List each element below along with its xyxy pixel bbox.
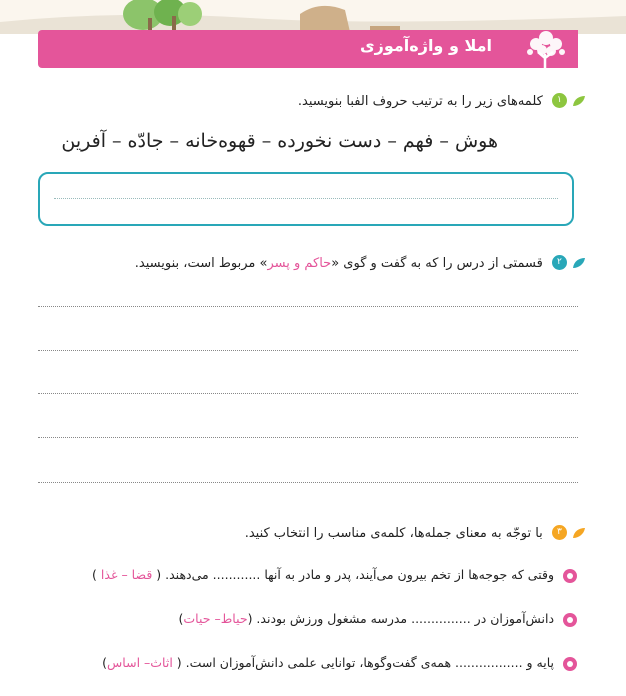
writing-line[interactable] (38, 437, 578, 438)
sentence-item (179, 611, 578, 628)
tree-icon (516, 28, 576, 70)
sentence-text: دانش‌آموزان در ............... مدرسه مشغول ورزش بودند. ( (247, 611, 555, 626)
sentence-item (102, 655, 578, 672)
sentence-item (92, 567, 578, 584)
leaf-icon (572, 95, 586, 107)
writing-line[interactable] (38, 306, 578, 307)
question-3 (245, 522, 586, 541)
writing-line[interactable] (38, 393, 578, 394)
question-prompt-part: » مربوط است، بنویسید. (134, 256, 268, 271)
sentence-options[interactable]: حیاط– حیات (183, 611, 248, 626)
leaf-icon (572, 527, 586, 539)
flower-bullet-icon (562, 568, 578, 584)
answer-box[interactable] (38, 172, 574, 226)
sentence-close: ) (92, 567, 97, 582)
flower-bullet-icon (562, 612, 578, 628)
writing-line[interactable] (38, 350, 578, 351)
question-number: ۲ (552, 255, 567, 270)
sentence-options[interactable]: قضا – غذا (96, 567, 157, 582)
flower-bullet-icon (562, 656, 578, 672)
question-1 (298, 90, 586, 109)
question-2 (135, 252, 586, 271)
sentence-close: ) (102, 655, 108, 670)
word-list: هوش – فهم – دست نخورده – قهوه‌خانه – جادّه – آفرین (61, 130, 498, 152)
sentence-options[interactable]: اثاث– اساس (107, 655, 177, 670)
question-prompt: کلمه‌های زیر را به ترتیب حروف الفبا بنویسید. (297, 94, 543, 109)
sentence-text: وقتی که جوجه‌ها از تخم بیرون می‌آیند، پدر و مادر به آنها ............ می‌دهند. ( (156, 567, 555, 582)
section-title: املا و واژه‌آموزی (359, 36, 492, 55)
writing-line[interactable] (38, 482, 578, 483)
sentence-text: پایه و ................. همه‌ی گفت‌وگوها، توانایی علمی دانش‌آموزان است. ( (176, 655, 555, 670)
question-prompt-part: قسمتی از درس را که به گفت و گوی « (331, 256, 543, 271)
sentence-close: ) (178, 611, 184, 626)
question-prompt: با توجّه به معنای جمله‌ها، کلمه‌ی مناسب را انتخاب کنید. (244, 526, 543, 541)
question-highlight: حاکم و پسر (267, 256, 332, 271)
question-number: ۱ (552, 93, 567, 108)
title-banner (38, 30, 578, 68)
question-number: ۳ (552, 525, 567, 540)
answer-line (54, 198, 558, 199)
leaf-icon (572, 257, 586, 269)
